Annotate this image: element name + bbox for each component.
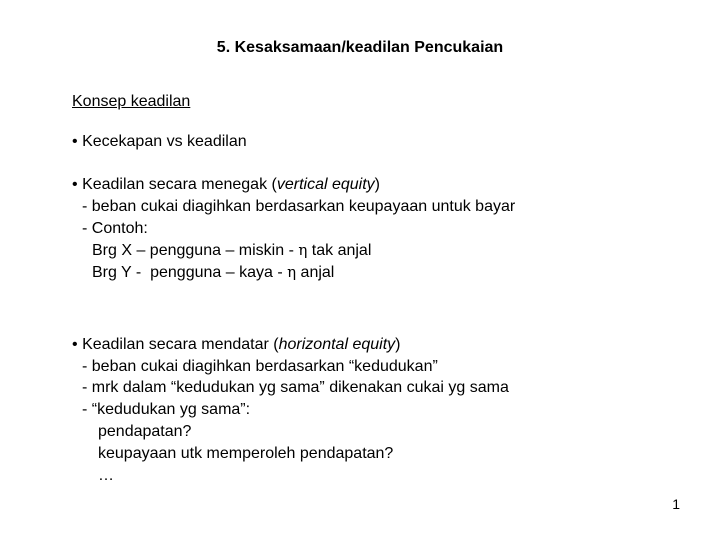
- eta-symbol: η: [298, 241, 308, 259]
- example-text: tak anjal: [307, 242, 372, 259]
- example-line: [92, 240, 371, 261]
- bullet-text: Keadilan secara menegak (: [82, 176, 277, 193]
- bullet-icon: •: [72, 133, 78, 150]
- bullet-text-close: ): [374, 176, 380, 193]
- bullet-text: Kecekapan vs keadilan: [82, 133, 247, 150]
- example-text: Brg Y - pengguna – kaya -: [92, 264, 288, 281]
- example-line: [92, 262, 334, 283]
- eta-symbol: η: [287, 263, 297, 281]
- example-text: Brg X – pengguna – miskin -: [92, 242, 299, 259]
- question-item: …: [98, 467, 114, 484]
- bullet-item-horizontal-equity: [72, 335, 400, 355]
- slide-title: 5. Kesaksamaan/keadilan Pencukaian: [216, 39, 504, 56]
- sub-item: - beban cukai diagihkan berdasarkan keupayaan untuk bayar: [82, 198, 516, 215]
- bullet-icon: •: [72, 336, 78, 353]
- sub-item: - beban cukai diagihkan berdasarkan “kedudukan”: [82, 358, 438, 375]
- section-heading: Konsep keadilan: [72, 93, 191, 110]
- example-text: anjal: [296, 264, 335, 281]
- bullet-item-vertical-equity: [72, 175, 380, 195]
- bullet-text-close: ): [395, 336, 401, 353]
- bullet-term: horizontal equity: [278, 336, 396, 353]
- sub-item: - mrk dalam “kedudukan yg sama” dikenakan cukai yg sama: [82, 379, 509, 396]
- bullet-item-efficiency: [72, 132, 247, 152]
- sub-item: - “kedudukan yg sama”:: [82, 401, 251, 418]
- sub-item: - Contoh:: [82, 220, 148, 237]
- question-item: keupayaan utk memperoleh pendapatan?: [98, 445, 394, 462]
- bullet-icon: •: [72, 176, 78, 193]
- bullet-term: vertical equity: [276, 176, 375, 193]
- slide-number: 1: [672, 496, 680, 512]
- question-item: pendapatan?: [98, 423, 192, 440]
- bullet-text: Keadilan secara mendatar (: [82, 336, 279, 353]
